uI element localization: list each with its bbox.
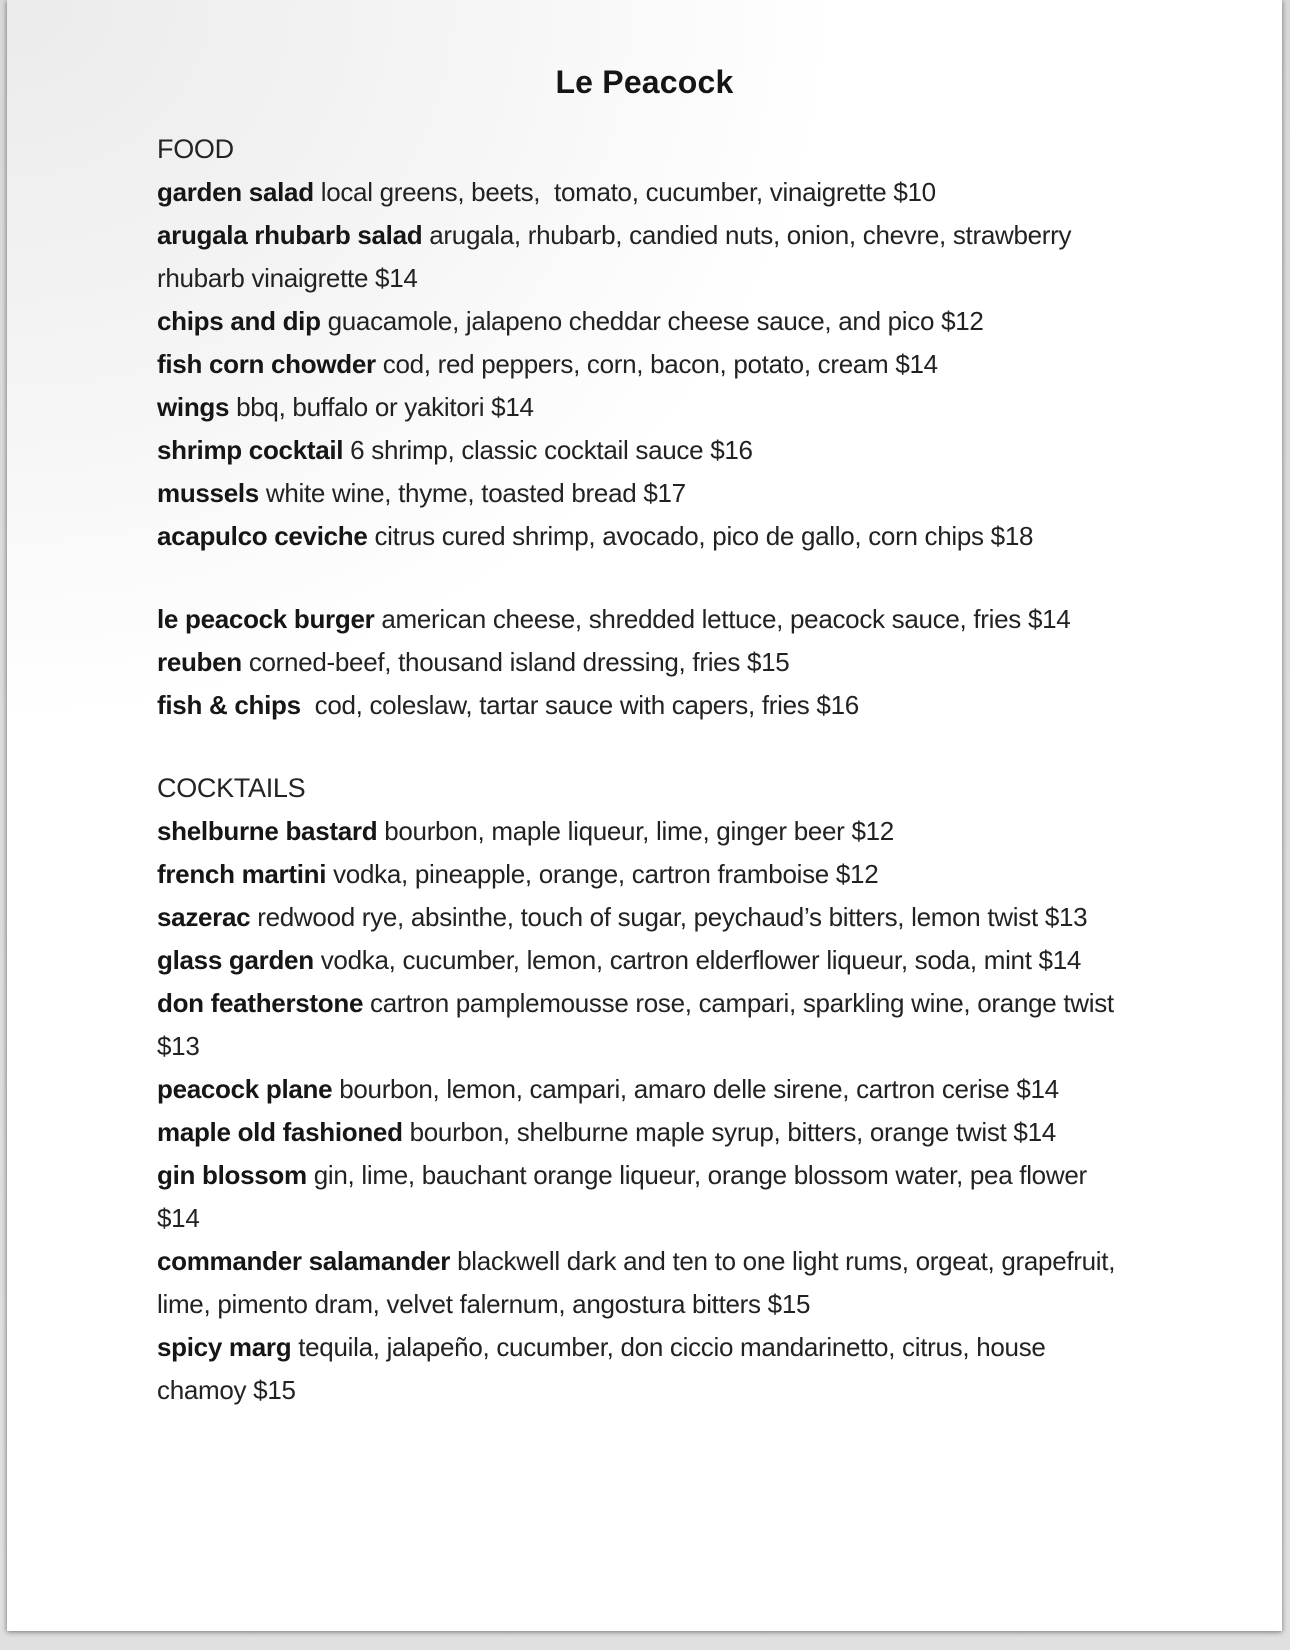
menu-item: [157, 1326, 1132, 1412]
menu-item: [157, 429, 1132, 472]
item-desc: gin, lime, bauchant orange liqueur, orange blossom water, pea flower: [306, 1160, 1087, 1190]
item-price: $15: [740, 647, 790, 677]
menu-item: [157, 598, 1132, 641]
item-price: $10: [886, 177, 936, 207]
item-desc: blackwell dark and ten to one light rums, orgeat, grapefruit, lime, pimento dram, velvet falernum, angostura bitters: [157, 1246, 1123, 1319]
item-price: $13: [157, 988, 1121, 1061]
menu-item: [157, 982, 1132, 1068]
section-heading: FOOD: [157, 134, 234, 164]
item-desc: bbq, buffalo or yakitori: [229, 392, 485, 422]
item-desc: vodka, pineapple, orange, cartron framboise: [326, 859, 829, 889]
item-price: $14: [1006, 1117, 1056, 1147]
item-price: $14: [888, 349, 938, 379]
item-price: $12: [828, 859, 879, 889]
item-price: $14: [484, 392, 534, 422]
item-name: wings: [157, 392, 230, 422]
item-price: $12: [844, 816, 894, 846]
item-desc: citrus cured shrimp, avocado, pico de gallo, corn chips: [367, 521, 984, 551]
item-name: le peacock burger: [157, 604, 375, 634]
menu-item: [157, 939, 1132, 982]
item-name: commander salamander: [157, 1246, 451, 1276]
item-desc: vodka, cucumber, lemon, cartron elderflower liqueur, soda, mint: [313, 945, 1032, 975]
item-price: $18: [983, 521, 1034, 551]
item-name: french martini: [157, 859, 327, 889]
menu-item: [157, 343, 1132, 386]
menu-section: [157, 128, 1132, 727]
item-name: gin blossom: [157, 1160, 307, 1190]
item-desc: bourbon, maple liqueur, lime, ginger beer: [377, 816, 845, 846]
menu-item: [157, 1111, 1132, 1154]
item-price: $16: [703, 435, 753, 465]
item-desc: 6 shrimp, classic cocktail sauce: [343, 435, 704, 465]
item-name: peacock plane: [157, 1074, 333, 1104]
item-price: $13: [1037, 902, 1088, 932]
item-price: $14: [1031, 945, 1082, 975]
menu-item: [157, 684, 1132, 727]
item-name: chips and dip: [157, 306, 321, 336]
item-desc: local greens, beets, tomato, cucumber, vinaigrette: [313, 177, 887, 207]
item-desc: bourbon, lemon, campari, amaro delle sirene, cartron cerise: [332, 1074, 1010, 1104]
item-desc: redwood rye, absinthe, touch of sugar, peychaud’s bitters, lemon twist: [250, 902, 1038, 932]
menu-body: [7, 128, 1282, 1412]
item-name: don featherstone: [157, 988, 364, 1018]
item-desc: bourbon, shelburne maple syrup, bitters, orange twist: [402, 1117, 1007, 1147]
menu-item: [157, 515, 1132, 558]
item-desc: white wine, thyme, toasted bread: [258, 478, 637, 508]
item-name: reuben: [157, 647, 242, 677]
menu-item: [157, 1154, 1132, 1240]
item-name: fish corn chowder: [157, 349, 376, 379]
item-price: $17: [636, 478, 686, 508]
item-name: acapulco ceviche: [157, 521, 368, 551]
item-price: $15: [246, 1375, 296, 1405]
item-name: maple old fashioned: [157, 1117, 403, 1147]
item-desc: tequila, jalapeño, cucumber, don ciccio mandarinetto, citrus, house chamoy: [157, 1332, 1053, 1405]
menu-item: [157, 1240, 1132, 1326]
menu-item: [157, 472, 1132, 515]
item-price: $14: [157, 1160, 1094, 1233]
menu-item: [157, 214, 1132, 300]
menu-item: [157, 853, 1132, 896]
menu-item: [157, 386, 1132, 429]
item-price: $14: [368, 263, 418, 293]
item-desc: cod, red peppers, corn, bacon, potato, cream: [375, 349, 889, 379]
item-name: shrimp cocktail: [157, 435, 344, 465]
item-name: shelburne bastard: [157, 816, 378, 846]
item-name: fish & chips: [157, 690, 301, 720]
menu-item: [157, 300, 1132, 343]
menu-item: [157, 1068, 1132, 1111]
item-desc: arugala, rhubarb, candied nuts, onion, chevre, strawberry rhubarb vinaigrette: [157, 220, 1079, 293]
item-name: glass garden: [157, 945, 314, 975]
item-desc: corned-beef, thousand island dressing, fries: [241, 647, 741, 677]
item-name: sazerac: [157, 902, 251, 932]
menu-title: Le Peacock: [555, 64, 734, 100]
item-price: $15: [760, 1289, 811, 1319]
document-page: [7, 0, 1282, 1631]
item-name: spicy marg: [157, 1332, 292, 1362]
menu-item: [157, 810, 1132, 853]
item-name: arugala rhubarb salad: [157, 220, 423, 250]
menu-section: [157, 767, 1132, 1412]
item-name: mussels: [157, 478, 259, 508]
item-name: garden salad: [157, 177, 314, 207]
item-price: $16: [809, 690, 859, 720]
menu-item: [157, 171, 1132, 214]
menu-group: [157, 598, 1132, 727]
item-desc: cod, coleslaw, tartar sauce with capers, fries: [300, 690, 810, 720]
menu-group: [157, 171, 1132, 558]
item-price: $14: [1009, 1074, 1059, 1104]
menu-group: [157, 810, 1132, 1412]
item-desc: american cheese, shredded lettuce, peacock sauce, fries: [374, 604, 1022, 634]
item-price: $14: [1021, 604, 1071, 634]
item-desc: guacamole, jalapeno cheddar cheese sauce, and pico: [320, 306, 935, 336]
menu-item: [157, 641, 1132, 684]
section-heading: COCKTAILS: [157, 773, 306, 803]
item-desc: cartron pamplemousse rose, campari, sparkling wine, orange twist: [363, 988, 1114, 1018]
menu-item: [157, 896, 1132, 939]
item-price: $12: [934, 306, 984, 336]
